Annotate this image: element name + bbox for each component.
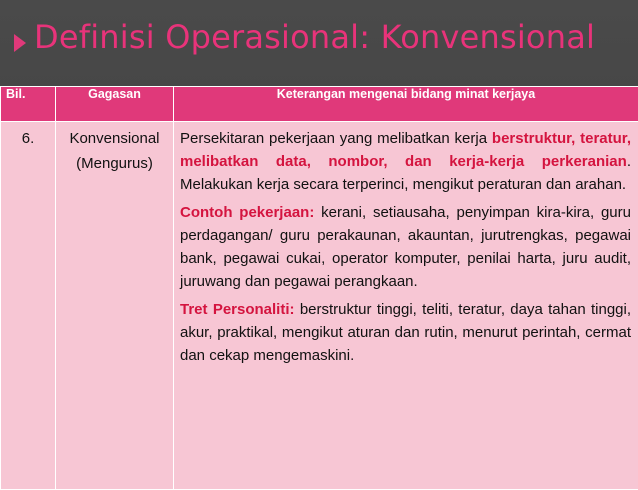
gagasan-subtitle: (Mengurus) <box>56 151 173 176</box>
description-highlight: berstruktur, teratur, melibatkan data, nombor, dan kerja-kerja perkeranian <box>180 130 631 170</box>
traits-text: berstruktur tinggi, teliti, teratur, daya tahan tinggi, akur, praktikal, mengikut aturan dan rutin, menurut perintah, cermat dan cekap mengemaskini. <box>180 301 631 364</box>
traits-label: Tret Personaliti: <box>180 301 295 318</box>
table-row <box>1 122 638 490</box>
header-gagasan: Gagasan <box>56 87 174 122</box>
examples-paragraph <box>180 201 631 293</box>
triangle-bullet-icon <box>14 34 26 52</box>
cell-gagasan <box>56 122 174 490</box>
description-paragraph <box>180 127 631 196</box>
cell-bil: 6. <box>1 122 56 490</box>
description-text-start: Persekitaran pekerjaan yang melibatkan kerja <box>180 130 492 147</box>
examples-label: Contoh pekerjaan: <box>180 204 314 221</box>
table-header-row <box>1 87 638 122</box>
slide-title: Definisi Operasional: Konvensional <box>34 18 595 56</box>
title-bar <box>0 0 638 86</box>
cell-keterangan <box>174 122 638 490</box>
career-definition-table <box>0 86 638 490</box>
traits-paragraph <box>180 298 631 367</box>
description-text-end: . Melakukan kerja secara terperinci, mengikut peraturan dan arahan. <box>180 153 631 193</box>
header-keterangan: Keterangan mengenai bidang minat kerjaya <box>174 87 638 122</box>
header-bil: Bil. <box>1 87 56 122</box>
examples-text: kerani, setiausaha, penyimpan kira-kira, guru perdagangan/ guru perakaunan, akauntan, jurutrengkas, pegawai bank, pegawai cukai, operator komputer, penilai harta, juru audit, juruwang dan pegawai perangkaan. <box>180 204 631 290</box>
gagasan-name: Konvensional <box>56 126 173 151</box>
